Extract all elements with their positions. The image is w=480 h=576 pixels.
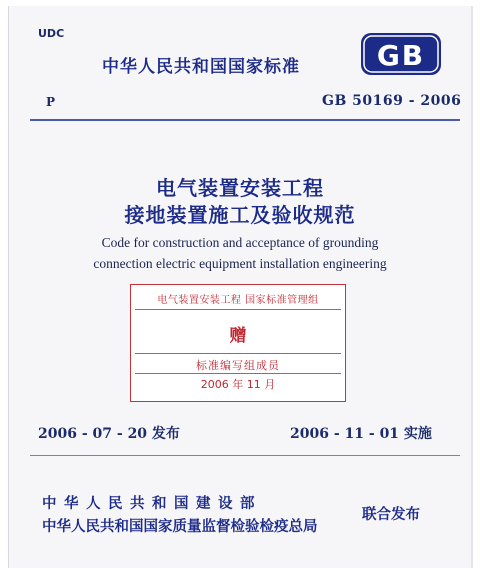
footer-divider: [30, 455, 460, 456]
issuer-aqsiq: 中华人民共和国国家质量监督检验检疫总局: [42, 519, 318, 535]
gb-logo-text: GB: [376, 39, 426, 72]
stamp-org: 电气装置安装工程 国家标准管理组: [157, 295, 319, 306]
english-title-line-2: connection electric equipment installation engineering: [93, 256, 387, 271]
gb-logo: [360, 32, 442, 76]
udc-label: UDC: [38, 27, 65, 40]
title-line-2: 接地装置施工及验收规范: [124, 203, 356, 227]
stamp-divider: [135, 353, 341, 354]
title-line-1: 电气装置安装工程: [156, 176, 324, 200]
classification-code: P: [46, 95, 56, 109]
stamp-divider: [135, 309, 341, 310]
stamp-group: 标准编写组成员: [196, 359, 280, 372]
issue-date: 2006 - 07 - 20 发布: [38, 426, 180, 442]
stamp-divider: [135, 373, 341, 374]
implementation-date: 2006 - 11 - 01 实施: [290, 426, 432, 442]
national-standard-heading: 中华人民共和国国家标准: [102, 57, 300, 77]
gift-stamp: [130, 284, 346, 402]
header-divider: [30, 119, 460, 121]
stamp-gift: 赠: [229, 326, 247, 346]
issuer-ministry: 中华人民共和国建设部: [42, 496, 262, 512]
joint-release-label: 联合发布: [362, 507, 420, 523]
stamp-date: 2006 年 11 月: [200, 378, 276, 391]
standard-number: GB 50169 - 2006: [322, 93, 462, 109]
english-title-line-1: Code for construction and acceptance of grounding: [101, 235, 379, 250]
